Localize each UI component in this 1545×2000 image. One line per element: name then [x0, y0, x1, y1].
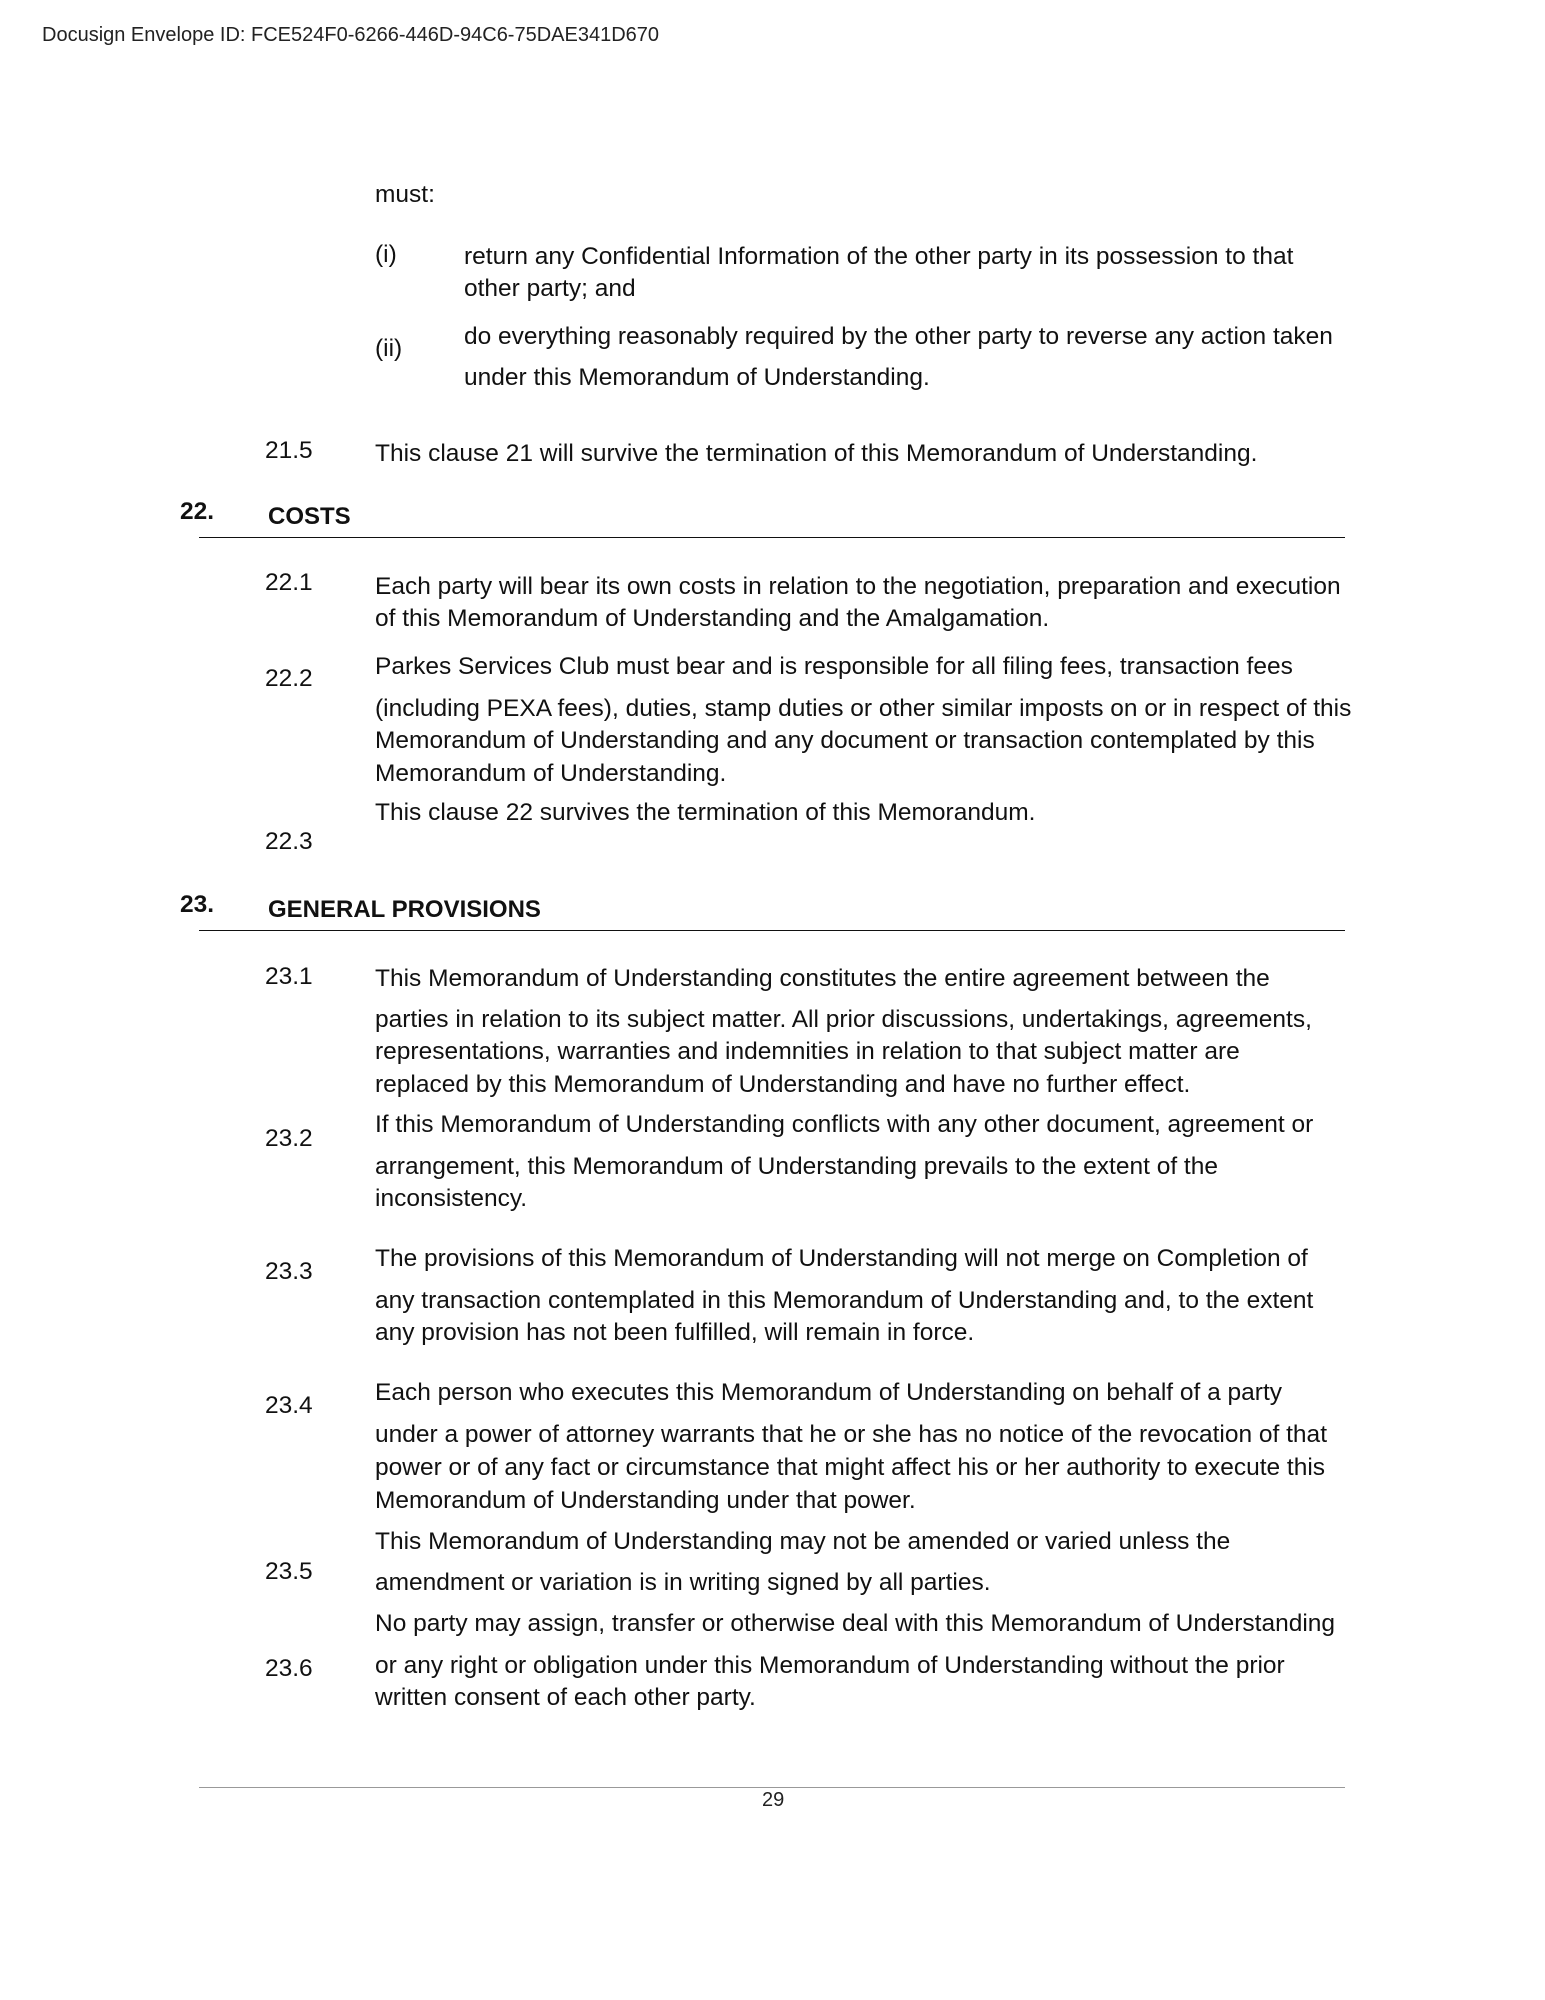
footer-rule — [199, 1787, 1345, 1788]
clause-number: 22.3 — [265, 828, 313, 855]
continuation-intro: must: — [375, 181, 435, 208]
clause-line: Each person who executes this Memorandum of Understanding on behalf of a party — [375, 1379, 1283, 1406]
section-number: 23. — [180, 891, 215, 918]
section-rule — [199, 537, 1345, 538]
clause-number: 23.4 — [265, 1392, 313, 1419]
section-title: COSTS — [268, 503, 351, 530]
item-label: (ii) — [375, 335, 403, 362]
section-title: GENERAL PROVISIONS — [268, 896, 541, 923]
item-label: (i) — [375, 241, 397, 268]
clause-line: Parkes Services Club must bear and is responsible for all filing fees, transaction fees — [375, 653, 1293, 680]
clause-line: This clause 22 survives the termination of this Memorandum. — [375, 799, 1036, 826]
clause-line: under a power of attorney warrants that he or she has no notice of the revocation of that — [375, 1421, 1327, 1448]
clause-line: (including PEXA fees), duties, stamp duties or other similar imposts on or in respect of this — [375, 695, 1352, 722]
section-rule — [199, 930, 1345, 931]
clause-line: If this Memorandum of Understanding conflicts with any other document, agreement or — [375, 1111, 1314, 1138]
item-line: other party; and — [464, 275, 636, 302]
clause-line: power or of any fact or circumstance that might affect his or her authority to execute this — [375, 1454, 1326, 1481]
clause-text: This clause 21 will survive the termination of this Memorandum of Understanding. — [375, 440, 1258, 467]
page-number: 29 — [762, 1789, 785, 1811]
clause-line: replaced by this Memorandum of Understanding and have no further effect. — [375, 1071, 1191, 1098]
clause-line: or any right or obligation under this Memorandum of Understanding without the prior — [375, 1652, 1285, 1679]
clause-line: any transaction contemplated in this Memorandum of Understanding and, to the extent — [375, 1287, 1314, 1314]
clause-line: any provision has not been fulfilled, will remain in force. — [375, 1319, 975, 1346]
envelope-id: Docusign Envelope ID: FCE524F0-6266-446D-94C6-75DAE341D670 — [42, 24, 660, 46]
clause-line: arrangement, this Memorandum of Understanding prevails to the extent of the — [375, 1153, 1218, 1180]
item-line: do everything reasonably required by the other party to reverse any action taken — [464, 323, 1333, 350]
clause-number: 23.6 — [265, 1655, 313, 1682]
clause-line: parties in relation to its subject matter. All prior discussions, undertakings, agreements, — [375, 1006, 1312, 1033]
clause-line: This Memorandum of Understanding constitutes the entire agreement between the — [375, 965, 1270, 992]
clause-line: of this Memorandum of Understanding and the Amalgamation. — [375, 605, 1050, 632]
clause-number: 23.1 — [265, 963, 313, 990]
clause-number: 23.3 — [265, 1258, 313, 1285]
item-line: under this Memorandum of Understanding. — [464, 364, 930, 391]
clause-line: The provisions of this Memorandum of Understanding will not merge on Completion of — [375, 1245, 1308, 1272]
clause-number: 23.5 — [265, 1558, 313, 1585]
clause-line: amendment or variation is in writing signed by all parties. — [375, 1569, 991, 1596]
clause-line: Memorandum of Understanding and any document or transaction contemplated by this — [375, 727, 1315, 754]
section-number: 22. — [180, 498, 215, 525]
clause-line: This Memorandum of Understanding may not be amended or varied unless the — [375, 1528, 1231, 1555]
clause-line: written consent of each other party. — [375, 1684, 756, 1711]
clause-line: inconsistency. — [375, 1185, 528, 1212]
clause-line: representations, warranties and indemnities in relation to that subject matter are — [375, 1038, 1240, 1065]
clause-number: 22.2 — [265, 665, 313, 692]
clause-number: 22.1 — [265, 569, 313, 596]
item-line: return any Confidential Information of the other party in its possession to that — [464, 243, 1294, 270]
clause-line: Each party will bear its own costs in relation to the negotiation, preparation and execution — [375, 573, 1341, 600]
clause-number: 23.2 — [265, 1125, 313, 1152]
clause-number: 21.5 — [265, 437, 313, 464]
clause-line: No party may assign, transfer or otherwise deal with this Memorandum of Understanding — [375, 1610, 1336, 1637]
clause-line: Memorandum of Understanding. — [375, 760, 727, 787]
clause-line: Memorandum of Understanding under that power. — [375, 1487, 916, 1514]
